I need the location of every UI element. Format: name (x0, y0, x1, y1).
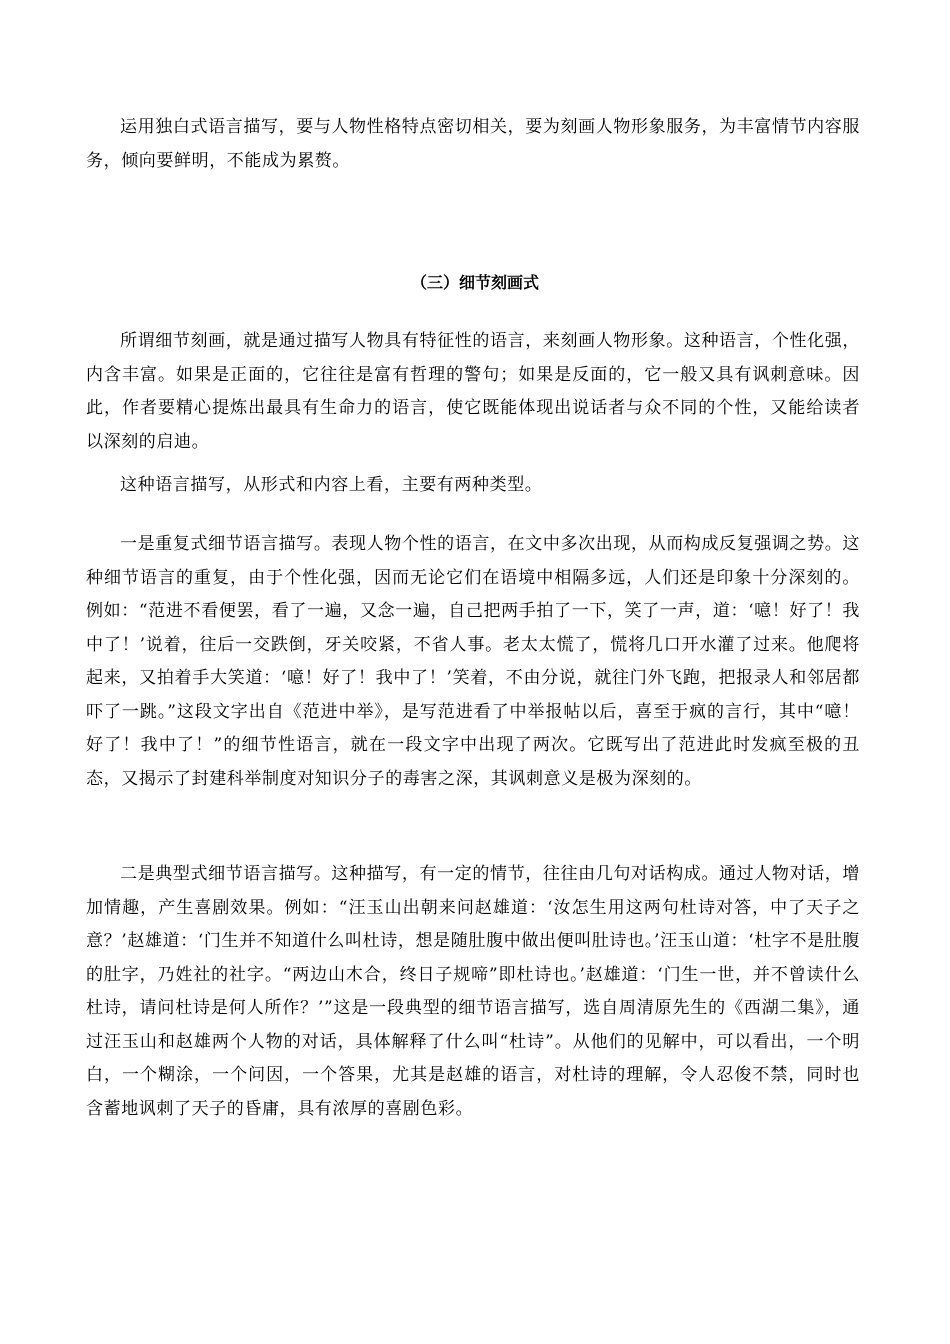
section-heading: （三）细节刻画式 (410, 273, 539, 292)
paragraph-detail-definition: 所谓细节刻画，就是通过描写人物具有特征性的语言，来刻画人物形象。这种语言，个性化强，内含丰富。如果是正面的，它往往是富有哲理的警句；如果是反面的，它一般又具有讽刺意味。因此，作者要精心提炼出最具有生命力的语言，使它既能体现出说话者与众不同的个性，又能给读者以深刻的启迪。 (86, 331, 860, 452)
paragraph-two-types: 这种语言描写，从形式和内容上看，主要有两种类型。 (120, 475, 543, 495)
paragraph-typical-type: 二是典型式细节语言描写。这种描写，有一定的情节，往往由几句对话构成。通过人物对话，增加情趣，产生喜剧效果。例如：“汪玉山出朝来问赵雄道：‘汝怎生用这两句杜诗对答，中了天子之意？’赵雄道：‘门生并不知道什么叫杜诗，想是随肚腹中做出便叫肚诗也。’汪玉山道：‘杜字不是肚腹的肚字，乃姓社的社字。“两边山木合，终日子规啼”即杜诗也。’赵雄道：‘门生一世，并不曾读什么杜诗，请问杜诗是何人所作？’”这是一段典型的细节语言描写，选自周清原先生的《西湖二集》，通过汪玉山和赵雄两个人物的对话，具体解释了什么叫“杜诗”。从他们的见解中，可以看出，一个明白，一个糊涂，一个问因，一个答果，尤其是赵雄的语言，对杜诗的理解，令人忍俊不禁，同时也含蓄地讽刺了天子的昏庸，具有浓厚的喜剧色彩。 (86, 864, 860, 1119)
paragraph-monologue-summary: 运用独白式语言描写，要与人物性格特点密切相关，要为刻画人物形象服务，为丰富情节内容服务，倾向要鲜明，不能成为累赘。 (86, 117, 860, 171)
paragraph-repetitive-type: 一是重复式细节语言描写。表现人物个性的语言，在文中多次出现，从而构成反复强调之势。这种细节语言的重复，由于个性化强，因而无论它们在语境中相隔多远，人们还是印象十分深刻的。例如：“范进不看便罢，看了一遍，又念一遍，自己把两手拍了一下，笑了一声，道：‘噫！好了！我中了！’说着，往后一交跌倒，牙关咬紧，不省人事。老太太慌了，慌将几口开水灌了过来。他爬将起来，又拍着手大笑道：‘噫！好了！我中了！’笑着，不由分说，就往门外飞跑，把报录人和邻居都吓了一跳。”这段文字出自《范进中举》，是写范进看了中举报帖以后，喜至于疯的言行，其中“噫！好了！我中了！”的细节性语言，就在一段文字中出现了两次。它既写出了范进此时发疯至极的丑态，又揭示了封建科举制度对知识分子的毒害之深，其讽刺意义是极为深刻的。 (86, 534, 860, 789)
